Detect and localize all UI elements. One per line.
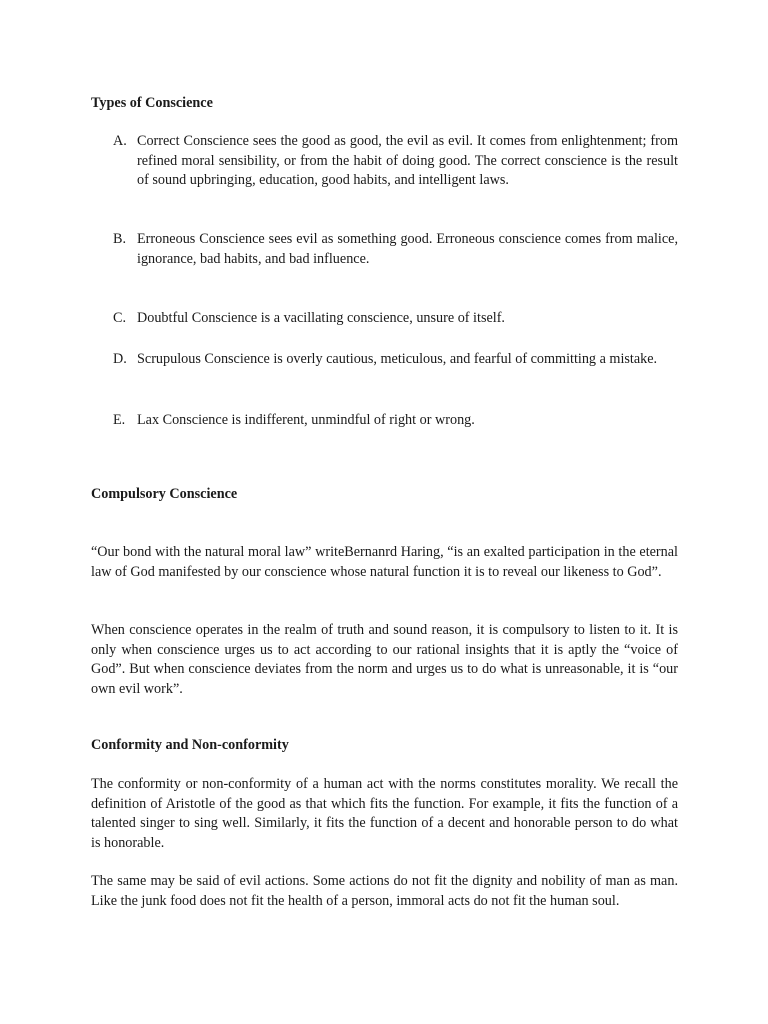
list-item-text: Scrupulous Conscience is overly cautious, meticulous, and fearful of committing a mistake. bbox=[137, 351, 658, 367]
list-item-text: Doubtful Conscience is a vacillating conscience, unsure of itself. bbox=[137, 310, 505, 326]
list-marker: E. bbox=[113, 412, 126, 428]
paragraph-conformity-aristotle: The conformity or non-conformity of a human act with the norms constitutes morality. We recall the definition of Aristotle of the good as that which fits the function. For example, it fits the function of a talented singer to sing well. Similarly, it fits the function of a decent and honorable person to do what is honorable. bbox=[91, 776, 678, 851]
paragraph-compulsory-voice-of-god: When conscience operates in the realm of truth and sound reason, it is compulsory to listen to it. It is only when conscience urges us to act according to our rational insights that it is aptly the “voice of God”. But when conscience deviates from the norm and urges us to do what is unreasonable, it is “our own evil work”. bbox=[91, 622, 678, 697]
list-item-correct-conscience bbox=[113, 132, 678, 191]
list-item-lax-conscience bbox=[113, 411, 678, 431]
list-item-erroneous-conscience bbox=[113, 230, 678, 269]
heading-compulsory-conscience: Compulsory Conscience bbox=[91, 486, 238, 502]
paragraph-evil-actions: The same may be said of evil actions. Some actions do not fit the dignity and nobility of man as man. Like the junk food does not fit the health of a person, immoral acts do not fit the human soul. bbox=[91, 873, 678, 909]
list-marker: A. bbox=[113, 133, 127, 149]
heading-conformity: Conformity and Non-conformity bbox=[91, 737, 289, 753]
list-item-scrupulous-conscience bbox=[113, 350, 678, 370]
heading-types-of-conscience: Types of Conscience bbox=[91, 95, 213, 111]
list-item-text: Correct Conscience sees the good as good, the evil as evil. It comes from enlightenment; from refined moral sensibility, or from the habit of doing good. The correct conscience is the result of sound upbringing, education, good habits, and intelligent laws. bbox=[137, 133, 678, 189]
paragraph-haring-quote: “Our bond with the natural moral law” writeBernanrd Haring, “is an exalted participation in the eternal law of God manifested by our conscience whose natural function it is to reveal our likeness to God”. bbox=[91, 544, 678, 580]
list-item-text: Lax Conscience is indifferent, unmindful of right or wrong. bbox=[137, 412, 475, 428]
list-marker: D. bbox=[113, 351, 127, 367]
list-marker: B. bbox=[113, 231, 127, 247]
list-marker: C. bbox=[113, 310, 127, 326]
list-item-doubtful-conscience bbox=[113, 309, 678, 329]
list-item-text: Erroneous Conscience sees evil as something good. Erroneous conscience comes from malice, ignorance, bad habits, and bad influence. bbox=[137, 231, 678, 267]
